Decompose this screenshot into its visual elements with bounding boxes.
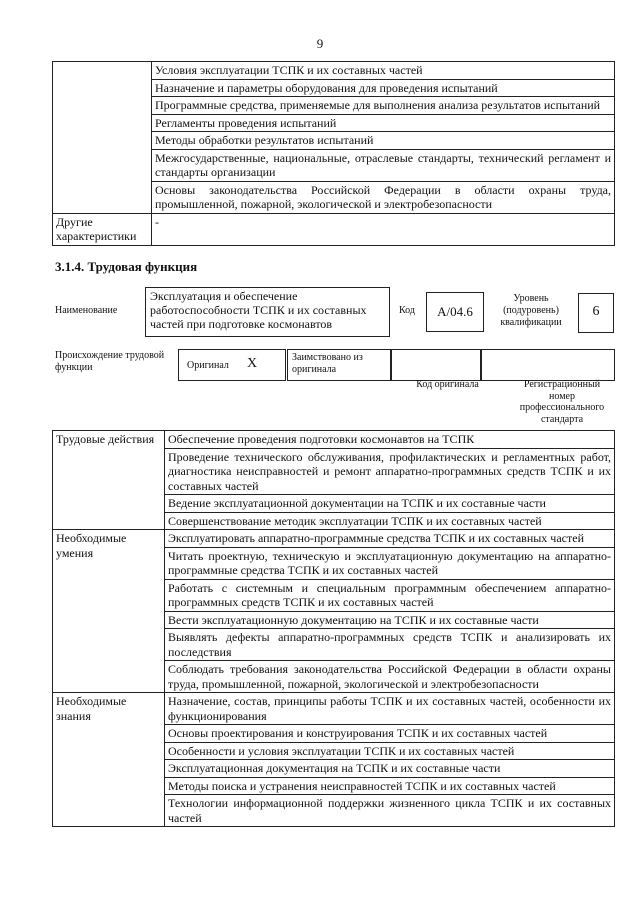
original-label: Оригинал — [187, 360, 229, 371]
code-label: Код — [399, 305, 415, 316]
table-row: Соблюдать требования законодательства Российской Федерации в области охраны труда, промышленной, пожарной, экологической и электробезопасности — [165, 661, 615, 693]
table-row: Технологии информационной поддержки жизненного цикла ТСПК и их составных частей — [165, 795, 615, 827]
table-row: Работать с системным и специальным программным обеспечением аппаратно-программных средств ТСПК и их составных частей — [165, 579, 615, 611]
table-row: Совершенствование методик эксплуатации ТСПК и их составных частей — [165, 512, 615, 530]
table-row: Основы проектирования и конструирования ТСПК и их составных частей — [165, 725, 615, 743]
other-characteristics-value: - — [152, 213, 615, 245]
section-heading: 3.1.4. Трудовая функция — [55, 259, 198, 274]
labor-function-table — [52, 430, 615, 827]
registration-number-label: Регистрационный номер профессионального стандарта — [519, 379, 605, 425]
table-row: Обеспечение проведения подготовки космонавтов на ТСПК — [165, 431, 615, 449]
table-row: Проведение технического обслуживания, профилактических и регламентных работ, диагностика неисправностей и ремонт аппаратно-программных средств ТСПК и их составных частей — [165, 448, 615, 495]
table-row: Назначение и параметры оборудования для проведения испытаний — [152, 79, 615, 97]
table-row: Программные средства, применяемые для выполнения анализа результатов испытаний — [152, 97, 615, 115]
skills-label: Необходимые умения — [53, 530, 165, 693]
function-name-box: Эксплуатация и обеспечение работоспособности ТСПК и их составных частей при подготовке космонавтов — [145, 287, 390, 337]
other-characteristics-label: Другие характеристики — [53, 213, 152, 245]
qualification-level-label: Уровень (подуровень) квалификации — [500, 293, 562, 328]
table-row: Особенности и условия эксплуатации ТСПК и их составных частей — [165, 742, 615, 760]
table-row: Вести эксплуатационную документацию на ТСПК и их составные части — [165, 611, 615, 629]
knowledge-label: Необходимые знания — [53, 693, 165, 827]
registration-number-box — [481, 349, 615, 381]
table-row: Назначение, состав, принципы работы ТСПК и их составных частей, особенности их функционирования — [165, 693, 615, 725]
table-row: Выявлять дефекты аппаратно-программных средств ТСПК и анализировать их последствия — [165, 629, 615, 661]
table-row: Методы обработки результатов испытаний — [152, 132, 615, 150]
name-label: Наименование — [55, 305, 118, 316]
origin-label: Происхождение трудовой функции — [55, 350, 165, 373]
table-row: Методы поиска и устранения неисправностей ТСПК и их составных частей — [165, 777, 615, 795]
empty-label-cell — [53, 62, 152, 214]
knowledge-continuation-table — [52, 61, 615, 246]
table-row: Межгосударственные, национальные, отраслевые стандарты, технический регламент и стандарты организации — [152, 149, 615, 181]
page-number: 9 — [316, 36, 324, 51]
table-row: Эксплуатационная документация на ТСПК и их составные части — [165, 760, 615, 778]
table-row: Читать проектную, техническую и эксплуатационную документацию на аппаратно-программные средства ТСПК и их составных частей — [165, 547, 615, 579]
original-code-box — [391, 349, 481, 381]
function-code-box: A/04.6 — [426, 292, 484, 332]
table-row: Регламенты проведения испытаний — [152, 114, 615, 132]
original-box — [178, 349, 286, 381]
table-row: Эксплуатировать аппаратно-программные средства ТСПК и их составных частей — [165, 530, 615, 548]
original-mark: X — [247, 356, 258, 371]
qualification-level-box: 6 — [578, 293, 614, 333]
original-code-label: Код оригинала — [416, 379, 479, 390]
labor-actions-label: Трудовые действия — [53, 431, 165, 530]
table-row: Условия эксплуатации ТСПК и их составных частей — [152, 62, 615, 80]
borrowed-box: Заимствовано из оригинала — [287, 349, 391, 381]
table-row: Ведение эксплуатационной документации на ТСПК и их составные части — [165, 495, 615, 513]
table-row: Основы законодательства Российской Федерации в области охраны труда, промышленной, пожарной, экологической и электробезопасности — [152, 181, 615, 213]
